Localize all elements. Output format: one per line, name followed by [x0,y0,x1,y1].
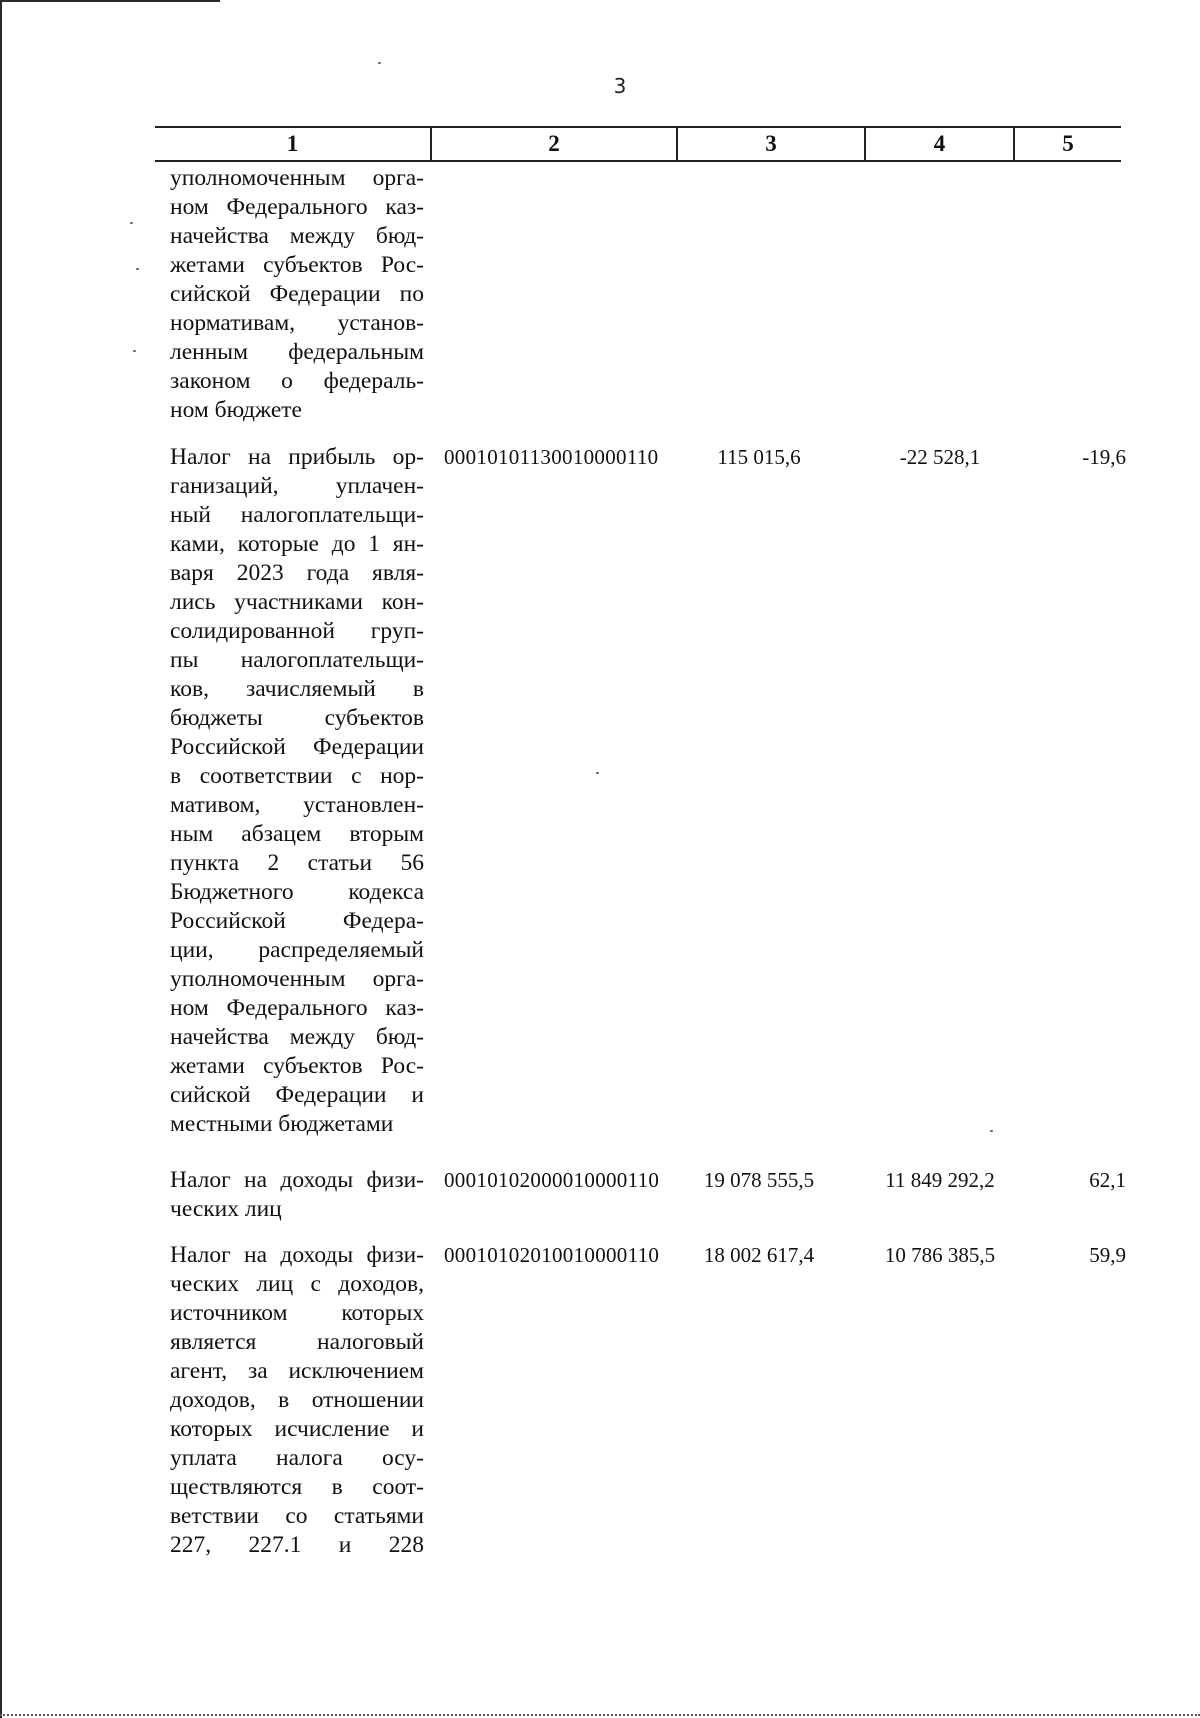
row-code: 00010102010010000110 [444,1243,660,1267]
description-line: местными бюджетами [170,1111,394,1137]
description-line: пункта 2 статьи 56 [170,850,424,876]
description-line: мативом, установлен- [170,792,424,818]
description-line: ленным федеральным [170,339,424,365]
row-value-4: -22 528,1 [899,445,981,469]
description-line: солидированной груп- [170,618,424,644]
description-line: ный налогоплательщи- [170,502,424,528]
scan-edge-top [0,0,220,2]
description-line: жетами субъектов Рос- [170,1053,424,1079]
description-line: Налог на доходы физи- [170,1167,424,1193]
description-line: 227, 227.1 и 228 [170,1532,424,1558]
scan-speck [133,350,136,352]
column-header-1: 1 [155,128,432,160]
description-line: ном бюджете [170,397,302,423]
row-code: 00010101130010000110 [444,445,659,469]
description-line: источником которых [170,1300,424,1326]
scan-edge-bottom [0,1714,1200,1716]
scan-speck [990,1130,993,1132]
row-value-3: 18 002 617,4 [703,1243,815,1267]
page-number: 3 [613,74,627,98]
description-line: ном Федерального каз- [170,194,424,220]
description-line: нормативам, установ- [170,310,424,336]
description-line: ганизаций, уплачен- [170,473,424,499]
scan-edge-left [0,0,2,1718]
description-line: начейства между бюд- [170,223,424,249]
row-code: 00010102000010000110 [444,1168,660,1192]
description-line: лись участниками кон- [170,589,424,615]
description-line: ном Федерального каз- [170,995,424,1021]
description-line: Налог на доходы физи- [170,1242,424,1268]
row-value-3: 19 078 555,5 [703,1168,815,1192]
description-line: агент, за исключением [170,1358,424,1384]
description-line: Российской Федерации [170,734,424,760]
description-line: уполномоченным орга- [170,165,424,191]
column-header-5: 5 [1062,131,1074,156]
description-line: варя 2023 года явля- [170,560,424,586]
description-line: Российской Федера- [170,908,424,934]
description-line: ческих лиц [170,1196,282,1222]
description-line: жетами субъектов Рос- [170,252,424,278]
description-line: начейства между бюд- [170,1024,424,1050]
row-description [170,164,424,425]
description-line: уплата налога осу- [170,1445,424,1471]
description-line: в соответствии с нор- [170,763,424,789]
description-line: Бюджетного кодекса [170,879,424,905]
description-line: законом о федераль- [170,368,424,394]
description-line: ществляются в соот- [170,1474,424,1500]
column-header-2: 2 [432,128,678,160]
description-line: является налоговый [170,1329,424,1355]
scan-speck [378,62,381,64]
description-line: ветствии со статьями [170,1503,424,1529]
row-value-4: 10 786 385,5 [884,1243,996,1267]
column-header-4: 4 [866,128,1015,160]
description-line: ков, зачисляемый в [170,676,424,702]
row-value-3: 115 015,6 [717,445,801,469]
description-line: бюджеты субъектов [170,705,424,731]
row-description [170,443,424,1139]
description-line: которых исчисление и [170,1416,424,1442]
description-line: сийской Федерации по [170,281,424,307]
row-value-5: 59,9 [1089,1243,1126,1267]
description-line: ции, распределяемый [170,937,424,963]
description-line: ками, которые до 1 ян- [170,531,424,557]
description-line: пы налогоплательщи- [170,647,424,673]
row-value-5: -19,6 [1082,445,1126,469]
description-line: доходов, в отношении [170,1387,424,1413]
description-line: ным абзацем вторым [170,821,424,847]
row-value-5: 62,1 [1089,1168,1126,1192]
scan-speck [136,268,139,270]
description-line: сийской Федерации и [170,1082,424,1108]
row-description [170,1241,424,1560]
table-header [155,126,1121,162]
column-header-3: 3 [678,128,866,160]
row-description [170,1166,424,1224]
description-line: Налог на прибыль ор- [170,444,424,470]
description-line: уполномоченным орга- [170,966,424,992]
scan-speck [130,222,133,224]
scan-speck [596,772,599,774]
row-value-4: 11 849 292,2 [885,1168,995,1192]
description-line: ческих лиц с доходов, [170,1271,424,1297]
